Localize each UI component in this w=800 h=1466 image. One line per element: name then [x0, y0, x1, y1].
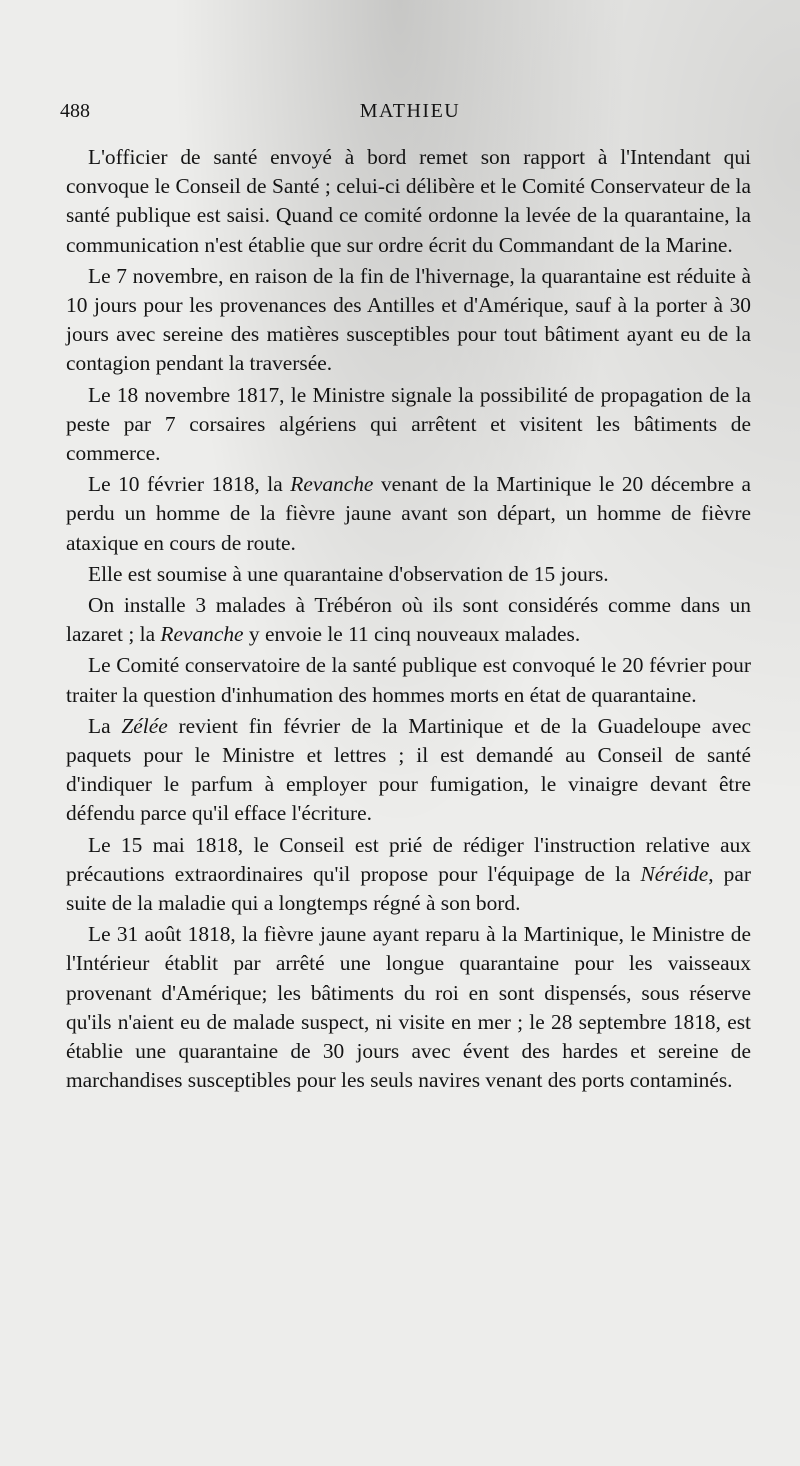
ship-name: Revanche	[290, 472, 374, 497]
ship-name: Revanche	[160, 622, 244, 647]
paragraph: Le 10 février 1818, la Revanche venant de la Martinique le 20 décembre a perdu un homme de la fièvre jaune avant son départ, un homme de fièvre ataxique en cours de route.	[66, 472, 751, 555]
paragraph: L'officier de santé envoyé à bord remet son rapport à l'Intendant qui convoque le Conseil de Santé ; celui-ci délibère et le Comité Conservateur de la santé publique est saisi. Quand ce comité ordonne la levée de la quarantaine, la communication n'est établie que sur ordre écrit du Commandant de la Marine.	[66, 145, 751, 257]
ship-name: Zélée	[121, 713, 168, 738]
body-text	[66, 143, 751, 1098]
paragraph: On installe 3 malades à Trébéron où ils sont considérés comme dans un lazaret ; la Revanche y envoie le 11 cinq nouveaux malades.	[66, 593, 751, 647]
page-number: 488	[60, 100, 90, 122]
paragraph: Le 31 août 1818, la fièvre jaune ayant reparu à la Martinique, le Ministre de l'Intérieur établit par arrêté une longue quarantaine pour les vaisseaux provenant d'Amérique; les bâtiments du roi en sont dispensés, sous réserve qu'ils n'aient eu de malade suspect, ni visite en mer ; le 28 septembre 1818, est établie une quarantaine de 30 jours avec évent des hardes et sereine de marchandises susceptibles pour les seuls navires venant des ports contaminés.	[66, 922, 751, 1093]
paragraph: Le Comité conservatoire de la santé publique est convoqué le 20 février pour traiter la question d'inhumation des hommes morts en état de quarantaine.	[66, 653, 751, 707]
paragraph: La Zélée revient fin février de la Martinique et de la Guadeloupe avec paquets pour le Ministre et lettres ; il est demandé au Conseil de santé d'indiquer le parfum à employer pour fumigation, le vinaigre devant être défendu parce qu'il efface l'écriture.	[66, 713, 751, 826]
paragraph: Le 7 novembre, en raison de la fin de l'hivernage, la quarantaine est réduite à 10 jours pour les provenances des Antilles et d'Amérique, sauf à la porter à 30 jours avec sereine des matières susceptibles pour tout bâtiment ayant eu de la contagion pendant la traversée.	[66, 263, 751, 376]
running-title: MATHIEU	[359, 100, 461, 122]
paragraph: Elle est soumise à une quarantaine d'observation de 15 jours.	[88, 561, 609, 586]
page-header	[60, 96, 760, 130]
ship-name: Néréide	[640, 861, 709, 886]
paragraph: Le 15 mai 1818, le Conseil est prié de rédiger l'instruction relative aux précautions extraordinaires qu'il propose pour l'équipage de la Néréide, par suite de la maladie qui a longtemps régné à son bord.	[66, 832, 751, 916]
paragraph: Le 18 novembre 1817, le Ministre signale la possibilité de propagation de la peste par 7 corsaires algériens qui arrêtent et visitent les bâtiments de commerce.	[66, 382, 751, 466]
